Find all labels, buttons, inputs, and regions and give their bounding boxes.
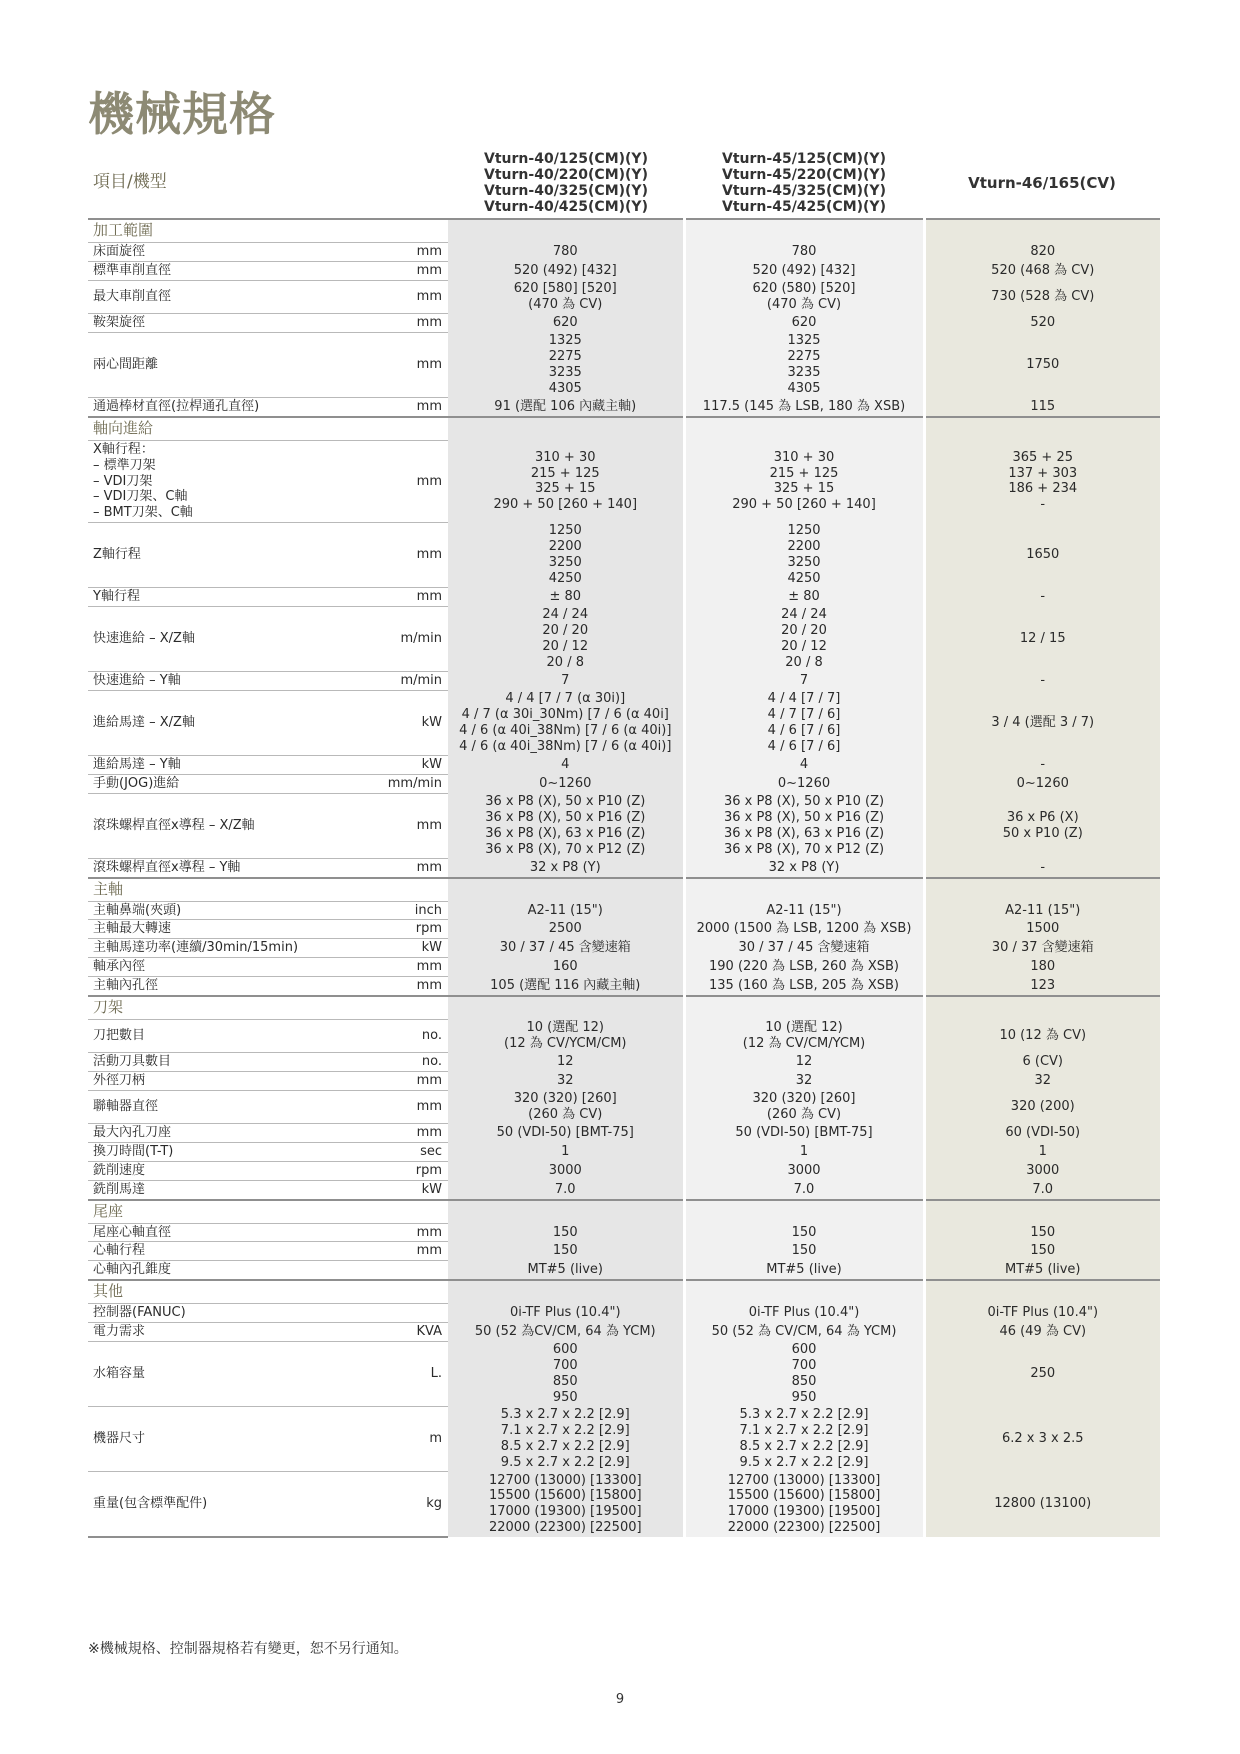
section-title: 尾座 xyxy=(88,1200,448,1224)
spec-unit: inch xyxy=(341,901,448,920)
table-row xyxy=(88,1143,1160,1162)
table-row xyxy=(88,606,1160,671)
spec-value-model-2: 320 (320) [260] (260 為 CV) xyxy=(684,1090,924,1124)
spec-value-model-2: 7 xyxy=(684,672,924,691)
table-row xyxy=(88,1090,1160,1124)
spec-value-model-2: 0i-TF Plus (10.4") xyxy=(684,1304,924,1323)
spec-value-model-2: 520 (492) [432] xyxy=(684,261,924,280)
section-title: 其他 xyxy=(88,1280,448,1304)
spec-value-model-2: 12700 (13000) [13300] 15500 (15600) [15800] 17000 (19300) [19500] 22000 (22300) [22500] xyxy=(684,1472,924,1537)
spec-value-model-3: 1 xyxy=(924,1143,1160,1162)
table-row xyxy=(88,1242,1160,1261)
spec-label: 聯軸器直徑 xyxy=(88,1090,341,1124)
section-filler-cell xyxy=(924,996,1160,1020)
spec-label: 銑削馬達 xyxy=(88,1180,341,1199)
spec-value-model-1: MT#5 (live) xyxy=(448,1261,684,1280)
section-filler-cell xyxy=(448,996,684,1020)
spec-value-model-2: 600 700 850 950 xyxy=(684,1341,924,1406)
spec-value-model-2: 24 / 24 20 / 20 20 / 12 20 / 8 xyxy=(684,606,924,671)
spec-label: Y軸行程 xyxy=(88,588,341,607)
spec-value-model-2: 190 (220 為 LSB, 260 為 XSB) xyxy=(684,958,924,977)
section-header-row xyxy=(88,1200,1160,1224)
spec-value-model-1: 320 (320) [260] (260 為 CV) xyxy=(448,1090,684,1124)
spec-value-model-3: 6.2 x 3 x 2.5 xyxy=(924,1406,1160,1471)
table-row xyxy=(88,1019,1160,1053)
spec-unit: mm xyxy=(341,1072,448,1091)
section-filler-cell xyxy=(448,1280,684,1304)
spec-value-model-3: MT#5 (live) xyxy=(924,1261,1160,1280)
spec-unit: kW xyxy=(341,1180,448,1199)
section-filler-cell xyxy=(448,219,684,243)
spec-value-model-3: 180 xyxy=(924,958,1160,977)
spec-value-model-2: 4 xyxy=(684,756,924,775)
table-row xyxy=(88,1053,1160,1072)
spec-label: Z軸行程 xyxy=(88,522,341,587)
section-filler-cell xyxy=(684,417,924,441)
spec-unit: mm/min xyxy=(341,774,448,793)
header-model-2: Vturn-45/125(CM)(Y) Vturn-45/220(CM)(Y) Vturn-45/325(CM)(Y) Vturn-45/425(CM)(Y) xyxy=(684,148,924,219)
spec-label: 主軸鼻端(夾頭) xyxy=(88,901,341,920)
spec-unit: rpm xyxy=(341,1162,448,1181)
spec-value-model-1: 4 / 4 [7 / 7 (α 30i)] 4 / 7 (α 30i_30Nm) [7 / 6 (α 40i] 4 / 6 (α 40i_38Nm) [7 / 6 (α 40i)] 4 / 6 (α 40i_38Nm) [7 / 6 (α 40i)] xyxy=(448,690,684,755)
spec-label: 尾座心軸直徑 xyxy=(88,1223,341,1242)
spec-value-model-3: 820 xyxy=(924,243,1160,262)
table-row xyxy=(88,1072,1160,1091)
spec-label: 最大車削直徑 xyxy=(88,280,341,314)
spec-unit: mm xyxy=(341,440,448,522)
table-row xyxy=(88,280,1160,314)
spec-value-model-1: 12700 (13000) [13300] 15500 (15600) [15800] 17000 (19300) [19500] 22000 (22300) [22500] xyxy=(448,1472,684,1537)
spec-value-model-2: 4 / 4 [7 / 7] 4 / 7 [7 / 6] 4 / 6 [7 / 6] 4 / 6 [7 / 6] xyxy=(684,690,924,755)
section-title: 刀架 xyxy=(88,996,448,1020)
spec-label: X軸行程： – 標準刀架 – VDI刀架 – VDI刀架、C軸 – BMT刀架、C軸 xyxy=(88,440,341,522)
spec-label: 控制器(FANUC) xyxy=(88,1304,341,1323)
spec-unit: mm xyxy=(341,1242,448,1261)
spec-value-model-2: 310 + 30 215 + 125 325 + 15 290 + 50 [260 + 140] xyxy=(684,440,924,522)
section-filler-cell xyxy=(684,1200,924,1224)
section-header-row xyxy=(88,996,1160,1020)
spec-value-model-3: 150 xyxy=(924,1242,1160,1261)
spec-value-model-3: 520 (468 為 CV) xyxy=(924,261,1160,280)
spec-label: 鞍架旋徑 xyxy=(88,314,341,333)
table-row xyxy=(88,958,1160,977)
spec-value-model-2: 1250 2200 3250 4250 xyxy=(684,522,924,587)
spec-label: 心軸內孔錐度 xyxy=(88,1261,341,1280)
section-filler-cell xyxy=(684,878,924,902)
spec-value-model-1: 0i-TF Plus (10.4") xyxy=(448,1304,684,1323)
spec-value-model-1: 24 / 24 20 / 20 20 / 12 20 / 8 xyxy=(448,606,684,671)
section-filler-cell xyxy=(448,878,684,902)
section-filler-cell xyxy=(924,1280,1160,1304)
spec-value-model-3: 36 x P6 (X) 50 x P10 (Z) xyxy=(924,793,1160,858)
spec-value-model-1: 32 x P8 (Y) xyxy=(448,858,684,877)
spec-value-model-2: 36 x P8 (X), 50 x P10 (Z) 36 x P8 (X), 50 x P16 (Z) 36 x P8 (X), 63 x P16 (Z) 36 x P8 (X), 70 x P12 (Z) xyxy=(684,793,924,858)
spec-unit: m xyxy=(341,1406,448,1471)
spec-value-model-3: - xyxy=(924,672,1160,691)
table-row xyxy=(88,522,1160,587)
spec-value-model-1: 1 xyxy=(448,1143,684,1162)
spec-label: 進給馬達 – X/Z軸 xyxy=(88,690,341,755)
spec-unit: kW xyxy=(341,756,448,775)
section-header-row xyxy=(88,417,1160,441)
spec-value-model-2: 135 (160 為 LSB, 205 為 XSB) xyxy=(684,976,924,995)
spec-value-model-3: 0i-TF Plus (10.4") xyxy=(924,1304,1160,1323)
table-row xyxy=(88,1180,1160,1199)
spec-label: 快速進給 – Y軸 xyxy=(88,672,341,691)
table-row xyxy=(88,690,1160,755)
spec-value-model-1: 520 (492) [432] xyxy=(448,261,684,280)
spec-unit xyxy=(341,1304,448,1323)
spec-value-model-3: 115 xyxy=(924,398,1160,417)
spec-value-model-1: 32 xyxy=(448,1072,684,1091)
spec-value-model-1: 36 x P8 (X), 50 x P10 (Z) 36 x P8 (X), 50 x P16 (Z) 36 x P8 (X), 63 x P16 (Z) 36 x P8 (X), 70 x P12 (Z) xyxy=(448,793,684,858)
spec-unit: kg xyxy=(341,1472,448,1537)
spec-label: 軸承內徑 xyxy=(88,958,341,977)
spec-value-model-1: 2500 xyxy=(448,920,684,939)
spec-label: 快速進給 – X/Z軸 xyxy=(88,606,341,671)
spec-unit: KVA xyxy=(341,1322,448,1341)
section-filler-cell xyxy=(924,878,1160,902)
spec-value-model-3: 6 (CV) xyxy=(924,1053,1160,1072)
section-header-row xyxy=(88,1280,1160,1304)
spec-value-model-3: 123 xyxy=(924,976,1160,995)
spec-label: 機器尺寸 xyxy=(88,1406,341,1471)
spec-unit: rpm xyxy=(341,920,448,939)
section-filler-cell xyxy=(448,417,684,441)
header-model-1: Vturn-40/125(CM)(Y) Vturn-40/220(CM)(Y) Vturn-40/325(CM)(Y) Vturn-40/425(CM)(Y) xyxy=(448,148,684,219)
spec-unit: mm xyxy=(341,1090,448,1124)
spec-unit xyxy=(341,1261,448,1280)
spec-value-model-3: 10 (12 為 CV) xyxy=(924,1019,1160,1053)
header-unit-cell xyxy=(341,148,448,219)
spec-label: 滾珠螺桿直徑x導程 – Y軸 xyxy=(88,858,341,877)
spec-value-model-3: 150 xyxy=(924,1223,1160,1242)
spec-unit: mm xyxy=(341,261,448,280)
section-filler-cell xyxy=(684,996,924,1020)
spec-value-model-3: 7.0 xyxy=(924,1180,1160,1199)
spec-value-model-2: 5.3 x 2.7 x 2.2 [2.9] 7.1 x 2.7 x 2.2 [2.9] 8.5 x 2.7 x 2.2 [2.9] 9.5 x 2.7 x 2.2 [2.9] xyxy=(684,1406,924,1471)
table-row xyxy=(88,398,1160,417)
spec-value-model-2: 620 xyxy=(684,314,924,333)
page-number: 9 xyxy=(615,1692,625,1707)
spec-value-model-3: - xyxy=(924,756,1160,775)
table-row xyxy=(88,901,1160,920)
spec-value-model-2: 3000 xyxy=(684,1162,924,1181)
section-filler-cell xyxy=(684,1280,924,1304)
spec-unit: kW xyxy=(341,690,448,755)
spec-value-model-1: 50 (52 為CV/CM, 64 為 YCM) xyxy=(448,1322,684,1341)
spec-value-model-1: ± 80 xyxy=(448,588,684,607)
spec-label: 最大內孔刀座 xyxy=(88,1124,341,1143)
spec-value-model-3: 12800 (13100) xyxy=(924,1472,1160,1537)
table-row xyxy=(88,1304,1160,1323)
spec-value-model-2: 32 xyxy=(684,1072,924,1091)
spec-unit: mm xyxy=(341,314,448,333)
spec-table-body xyxy=(88,148,1160,1537)
spec-unit: mm xyxy=(341,793,448,858)
table-row xyxy=(88,1341,1160,1406)
spec-value-model-1: 3000 xyxy=(448,1162,684,1181)
spec-value-model-1: 5.3 x 2.7 x 2.2 [2.9] 7.1 x 2.7 x 2.2 [2.9] 8.5 x 2.7 x 2.2 [2.9] 9.5 x 2.7 x 2.2 [2.9] xyxy=(448,1406,684,1471)
spec-value-model-2: 30 / 37 / 45 含變速箱 xyxy=(684,939,924,958)
table-row xyxy=(88,920,1160,939)
section-filler-cell xyxy=(448,1200,684,1224)
spec-value-model-1: 0~1260 xyxy=(448,774,684,793)
spec-value-model-1: 30 / 37 / 45 含變速箱 xyxy=(448,939,684,958)
spec-label: 刀把數目 xyxy=(88,1019,341,1053)
spec-label: 標準車削直徑 xyxy=(88,261,341,280)
spec-unit: mm xyxy=(341,1223,448,1242)
spec-value-model-2: 2000 (1500 為 LSB, 1200 為 XSB) xyxy=(684,920,924,939)
spec-value-model-2: 1 xyxy=(684,1143,924,1162)
spec-unit: no. xyxy=(341,1019,448,1053)
spec-label: 重量(包含標準配件) xyxy=(88,1472,341,1537)
table-row xyxy=(88,756,1160,775)
spec-value-model-2: MT#5 (live) xyxy=(684,1261,924,1280)
spec-label: 主軸馬達功率(連續/30min/15min) xyxy=(88,939,341,958)
spec-label: 外徑刀柄 xyxy=(88,1072,341,1091)
table-row xyxy=(88,1261,1160,1280)
spec-label: 床面旋徑 xyxy=(88,243,341,262)
spec-value-model-1: 4 xyxy=(448,756,684,775)
page-title: 機械規格 xyxy=(88,87,276,141)
section-filler-cell xyxy=(924,1200,1160,1224)
spec-value-model-3: 0~1260 xyxy=(924,774,1160,793)
table-row xyxy=(88,1472,1160,1537)
spec-label: 通過棒材直徑(拉桿通孔直徑) xyxy=(88,398,341,417)
spec-table xyxy=(88,148,1160,1538)
section-header-row xyxy=(88,878,1160,902)
spec-unit: m/min xyxy=(341,672,448,691)
spec-value-model-2: 780 xyxy=(684,243,924,262)
table-row xyxy=(88,793,1160,858)
spec-value-model-2: 12 xyxy=(684,1053,924,1072)
spec-unit: no. xyxy=(341,1053,448,1072)
spec-value-model-1: 7.0 xyxy=(448,1180,684,1199)
section-title: 加工範圍 xyxy=(88,219,448,243)
table-row xyxy=(88,1162,1160,1181)
spec-unit: sec xyxy=(341,1143,448,1162)
spec-value-model-1: 10 (選配 12) (12 為 CV/YCM/CM) xyxy=(448,1019,684,1053)
spec-unit: mm xyxy=(341,1124,448,1143)
spec-value-model-3: A2-11 (15") xyxy=(924,901,1160,920)
spec-value-model-3: - xyxy=(924,588,1160,607)
table-row xyxy=(88,1124,1160,1143)
table-row xyxy=(88,243,1160,262)
spec-value-model-3: 3 / 4 (選配 3 / 7) xyxy=(924,690,1160,755)
spec-unit: m/min xyxy=(341,606,448,671)
header-label: 項目/機型 xyxy=(93,172,167,193)
spec-label: 進給馬達 – Y軸 xyxy=(88,756,341,775)
table-row xyxy=(88,672,1160,691)
spec-value-model-3: - xyxy=(924,858,1160,877)
spec-value-model-1: 150 xyxy=(448,1242,684,1261)
section-header-row xyxy=(88,219,1160,243)
table-row xyxy=(88,976,1160,995)
spec-value-model-1: 150 xyxy=(448,1223,684,1242)
section-title: 軸向進給 xyxy=(88,417,448,441)
spec-value-model-1: 7 xyxy=(448,672,684,691)
spec-value-model-1: 620 [580] [520] (470 為 CV) xyxy=(448,280,684,314)
spec-label: 手動(JOG)進給 xyxy=(88,774,341,793)
spec-value-model-3: 1650 xyxy=(924,522,1160,587)
spec-unit: L. xyxy=(341,1341,448,1406)
spec-label: 兩心間距離 xyxy=(88,332,341,397)
spec-value-model-2: 620 (580) [520] (470 為 CV) xyxy=(684,280,924,314)
spec-unit: mm xyxy=(341,522,448,587)
footnote: ※機械規格、控制器規格若有變更，恕不另行通知。 xyxy=(88,1641,408,1657)
table-row xyxy=(88,774,1160,793)
section-filler-cell xyxy=(684,219,924,243)
spec-label: 換刀時間(T-T) xyxy=(88,1143,341,1162)
spec-unit: mm xyxy=(341,243,448,262)
spec-value-model-1: 105 (選配 116 內藏主軸) xyxy=(448,976,684,995)
spec-label: 水箱容量 xyxy=(88,1341,341,1406)
spec-value-model-1: 780 xyxy=(448,243,684,262)
spec-value-model-2: 1325 2275 3235 4305 xyxy=(684,332,924,397)
spec-value-model-2: 50 (52 為 CV/CM, 64 為 YCM) xyxy=(684,1322,924,1341)
spec-value-model-1: 91 (選配 106 內藏主軸) xyxy=(448,398,684,417)
spec-unit: mm xyxy=(341,280,448,314)
spec-label: 滾珠螺桿直徑x導程 – X/Z軸 xyxy=(88,793,341,858)
spec-value-model-3: 1750 xyxy=(924,332,1160,397)
table-row xyxy=(88,588,1160,607)
table-row xyxy=(88,332,1160,397)
spec-value-model-2: 117.5 (145 為 LSB, 180 為 XSB) xyxy=(684,398,924,417)
spec-value-model-3: 1500 xyxy=(924,920,1160,939)
spec-value-model-3: 30 / 37 含變速箱 xyxy=(924,939,1160,958)
spec-value-model-3: 730 (528 為 CV) xyxy=(924,280,1160,314)
spec-value-model-1: 310 + 30 215 + 125 325 + 15 290 + 50 [260 + 140] xyxy=(448,440,684,522)
spec-value-model-3: 12 / 15 xyxy=(924,606,1160,671)
table-row xyxy=(88,939,1160,958)
spec-value-model-1: 50 (VDI-50) [BMT-75] xyxy=(448,1124,684,1143)
spec-value-model-1: 1250 2200 3250 4250 xyxy=(448,522,684,587)
spec-value-model-3: 3000 xyxy=(924,1162,1160,1181)
spec-label: 活動刀具數目 xyxy=(88,1053,341,1072)
section-filler-cell xyxy=(924,417,1160,441)
spec-label: 主軸內孔徑 xyxy=(88,976,341,995)
spec-unit: mm xyxy=(341,332,448,397)
table-row xyxy=(88,261,1160,280)
spec-value-model-2: A2-11 (15") xyxy=(684,901,924,920)
spec-unit: mm xyxy=(341,958,448,977)
table-row xyxy=(88,858,1160,877)
table-row xyxy=(88,1406,1160,1471)
spec-value-model-2: 50 (VDI-50) [BMT-75] xyxy=(684,1124,924,1143)
spec-value-model-2: 32 x P8 (Y) xyxy=(684,858,924,877)
spec-value-model-1: 160 xyxy=(448,958,684,977)
spec-value-model-3: 520 xyxy=(924,314,1160,333)
table-header-row xyxy=(88,148,1160,219)
spec-value-model-3: 365 + 25 137 + 303 186 + 234 - xyxy=(924,440,1160,522)
spec-value-model-2: 7.0 xyxy=(684,1180,924,1199)
spec-value-model-1: 620 xyxy=(448,314,684,333)
spec-unit: mm xyxy=(341,858,448,877)
spec-value-model-2: ± 80 xyxy=(684,588,924,607)
spec-value-model-2: 0~1260 xyxy=(684,774,924,793)
spec-value-model-2: 150 xyxy=(684,1242,924,1261)
spec-value-model-3: 60 (VDI-50) xyxy=(924,1124,1160,1143)
spec-value-model-1: 12 xyxy=(448,1053,684,1072)
spec-value-model-1: 1325 2275 3235 4305 xyxy=(448,332,684,397)
spec-label: 主軸最大轉速 xyxy=(88,920,341,939)
table-row xyxy=(88,1322,1160,1341)
section-title: 主軸 xyxy=(88,878,448,902)
table-row xyxy=(88,1223,1160,1242)
spec-value-model-3: 250 xyxy=(924,1341,1160,1406)
spec-value-model-2: 150 xyxy=(684,1223,924,1242)
spec-unit: kW xyxy=(341,939,448,958)
spec-unit: mm xyxy=(341,976,448,995)
spec-label: 銑削速度 xyxy=(88,1162,341,1181)
spec-value-model-1: A2-11 (15") xyxy=(448,901,684,920)
spec-unit: mm xyxy=(341,588,448,607)
table-row xyxy=(88,440,1160,522)
spec-unit: mm xyxy=(341,398,448,417)
spec-value-model-2: 10 (選配 12) (12 為 CV/CM/YCM) xyxy=(684,1019,924,1053)
spec-value-model-3: 32 xyxy=(924,1072,1160,1091)
spec-value-model-3: 320 (200) xyxy=(924,1090,1160,1124)
section-filler-cell xyxy=(924,219,1160,243)
spec-label: 心軸行程 xyxy=(88,1242,341,1261)
table-row xyxy=(88,314,1160,333)
spec-value-model-3: 46 (49 為 CV) xyxy=(924,1322,1160,1341)
header-model-3: Vturn-46/165(CV) xyxy=(924,148,1160,219)
spec-label: 電力需求 xyxy=(88,1322,341,1341)
spec-value-model-1: 600 700 850 950 xyxy=(448,1341,684,1406)
